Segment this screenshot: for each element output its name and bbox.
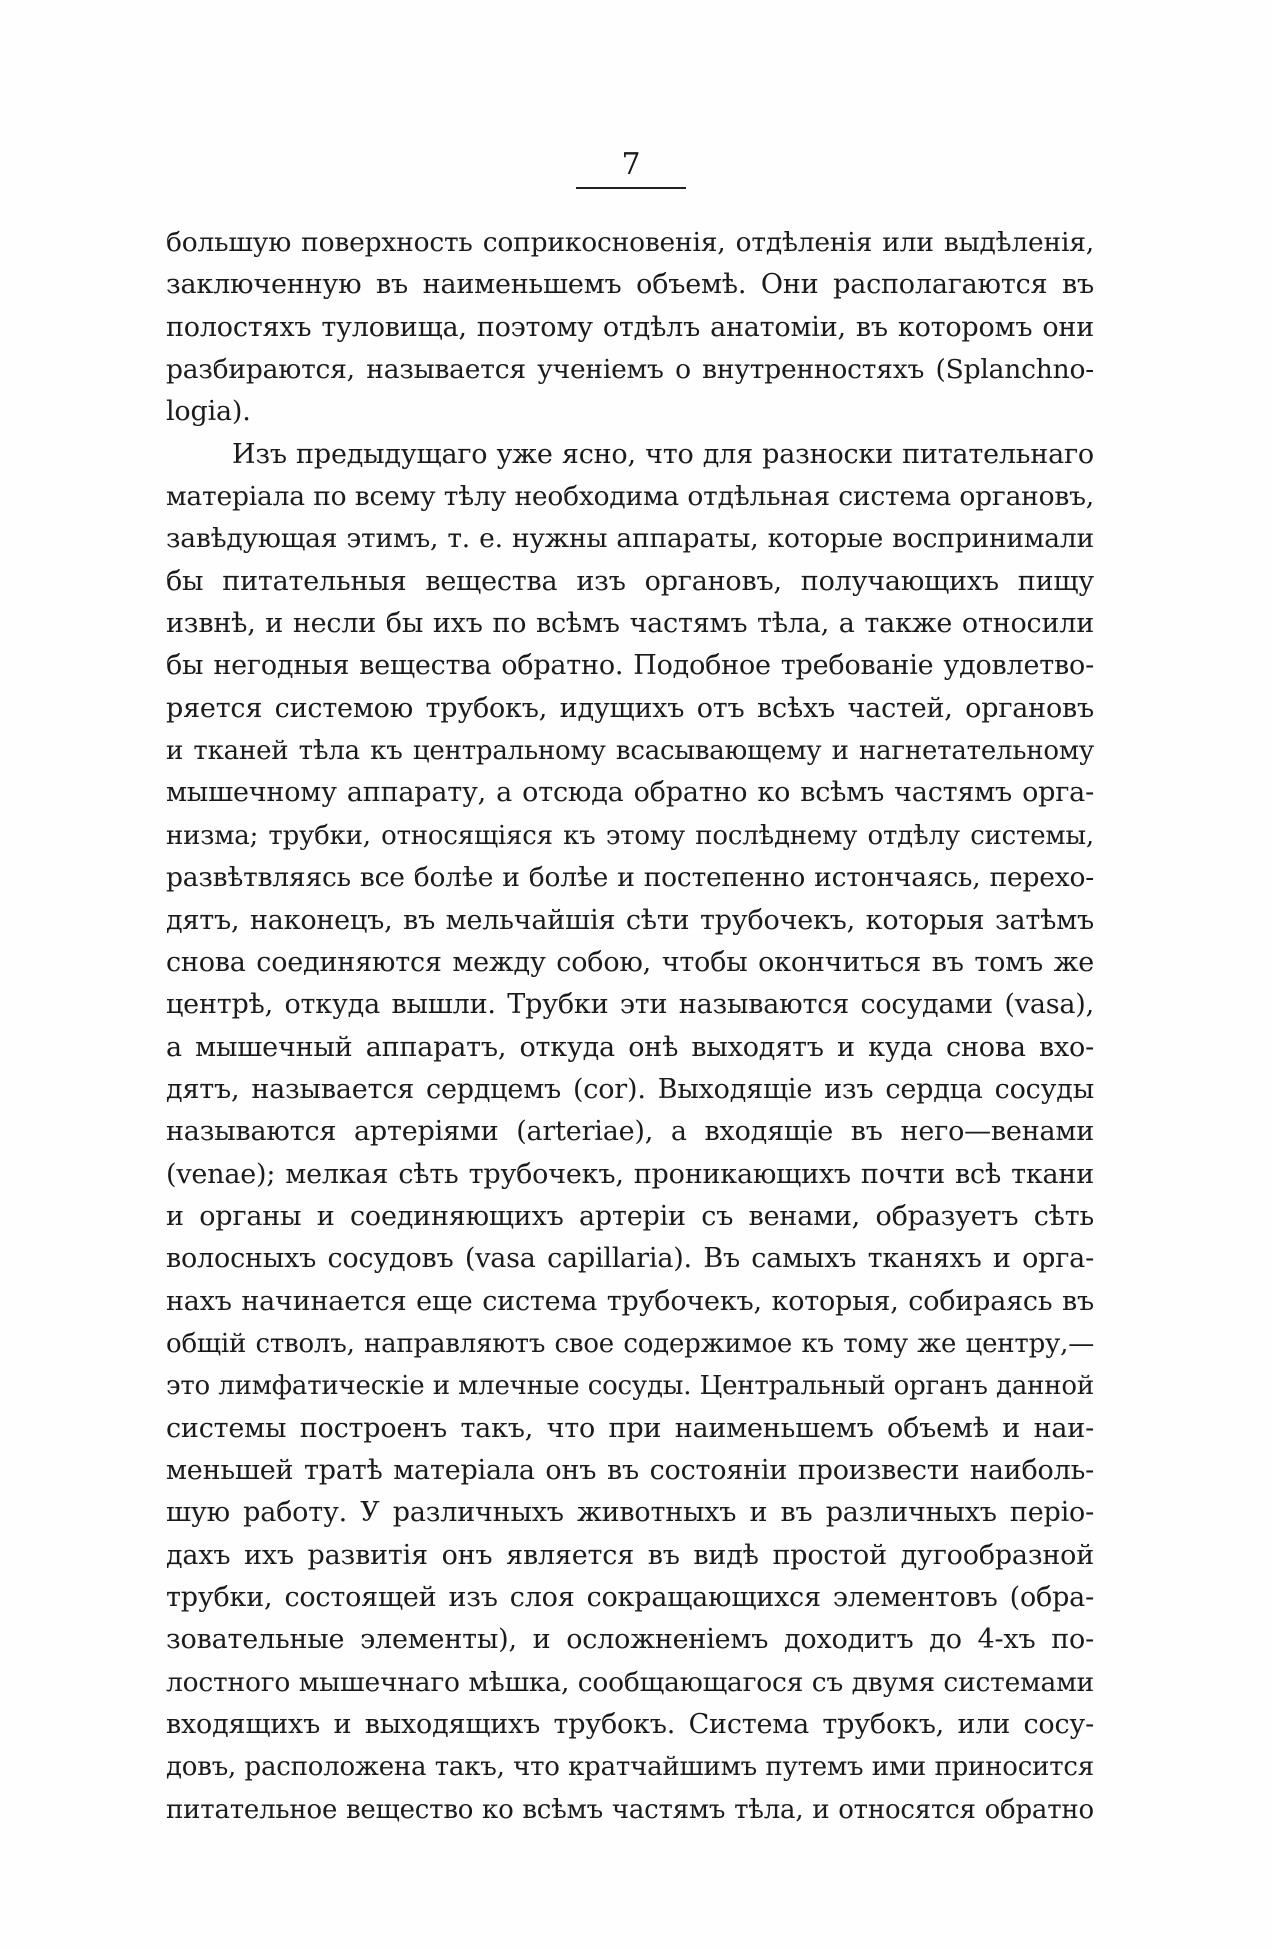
text-line: системы построенъ такъ, что при наименьшемъ объемѣ и наи- [166, 1412, 1094, 1444]
text-line: лостного мышечнаго мѣшка, сообщающагося съ двумя системами [166, 1666, 1094, 1698]
body-text [166, 222, 1094, 1831]
text-line: питательное вещество ко всѣмъ частямъ тѣла, и относятся обратно [166, 1794, 1094, 1825]
text-line: шую работу. У различныхъ животныхъ и въ различныхъ періо- [166, 1497, 1094, 1529]
text-line: разбираются, называется ученіемъ о внутренностяхъ (Splanchno- [166, 354, 1094, 386]
text-line: входящихъ и выходящихъ трубокъ. Система трубокъ, или сосу- [166, 1709, 1094, 1741]
text-line: волосныхъ сосудовъ (vasa capillaria). Въ самыхъ тканяхъ и орга- [166, 1243, 1094, 1275]
text-line: дятъ, наконецъ, въ мельчайшія сѣти трубочекъ, которыя затѣмъ [166, 904, 1094, 936]
page-number: 7 [621, 147, 641, 182]
text-line: дахъ ихъ развитія онъ является въ видѣ простой дугообразной [166, 1539, 1094, 1571]
text-line: бы питательныя вещества изъ органовъ, получающихъ пищу [166, 565, 1094, 597]
text-line: мышечному аппарату, а отсюда обратно ко всѣмъ частямъ орга- [166, 777, 1094, 809]
text-line: центрѣ, откуда вышли. Трубки эти называются сосудами (vasa), [166, 989, 1094, 1021]
text-line: бы негодныя вещества обратно. Подобное требованіе удовлетво- [166, 650, 1094, 682]
text-line: довъ, расположена такъ, что кратчайшимъ путемъ ими приносится [166, 1752, 1094, 1783]
text-line: logia). [166, 396, 251, 428]
text-line: ряется системою трубокъ, идущихъ отъ всѣхъ частей, органовъ [166, 692, 1094, 724]
text-line: заключенную въ наименьшемъ объемѣ. Они располагаются въ [166, 269, 1094, 301]
page-number-rule [576, 187, 686, 189]
text-line: матеріала по всему тѣлу необходима отдѣльная система органовъ, [166, 481, 1094, 513]
text-line: меньшей тратѣ матеріала онъ въ состояніи произвести наиболь- [166, 1454, 1094, 1486]
text-line: большую поверхность соприкосновенія, отдѣленія или выдѣленія, [166, 227, 1094, 258]
text-line: а мышечный аппаратъ, откуда онѣ выходятъ и куда снова вхо- [166, 1031, 1094, 1063]
text-line: (venae); мелкая сѣть трубочекъ, проникающихъ почти всѣ ткани [166, 1158, 1094, 1190]
text-line: снова соединяются между собою, чтобы окончиться въ томъ же [166, 946, 1094, 978]
text-line: завѣдующая этимъ, т. е. нужны аппараты, которые воспринимали [166, 523, 1094, 555]
text-line: извнѣ, и несли бы ихъ по всѣмъ частямъ тѣла, а также относили [166, 608, 1094, 640]
text-line: зовательные элементы), и осложненіемъ доходитъ до 4-хъ по- [166, 1624, 1094, 1656]
text-line: полостяхъ туловища, поэтому отдѣлъ анатоміи, въ которомъ они [166, 311, 1094, 343]
text-line: и органы и соединяющихъ артеріи съ венами, образуетъ сѣть [166, 1200, 1094, 1232]
text-line: низма; трубки, относящіяся къ этому послѣднему отдѣлу системы, [166, 820, 1094, 851]
paragraph-start-line: Изъ предыдущаго уже ясно, что для разноски питательнаго [232, 438, 1094, 470]
text-line: дятъ, называется сердцемъ (cor). Выходящіе изъ сердца сосуды [166, 1073, 1094, 1105]
text-line: нахъ начинается еще система трубочекъ, которыя, собираясь въ [166, 1285, 1094, 1317]
text-line: развѣтвляясь все болѣе и болѣе и постепенно истончаясь, перехо- [166, 862, 1094, 894]
text-line: трубки, состоящей изъ слоя сокращающихся элементовъ (обра- [166, 1582, 1094, 1613]
text-line: общій стволъ, направляютъ свое содержимое къ тому же центру,— [166, 1328, 1094, 1359]
text-line: и тканей тѣла къ центральному всасывающему и нагнетательному [166, 736, 1094, 767]
text-line: это лимфатическіе и млечные сосуды. Центральный органъ данной [166, 1371, 1094, 1402]
text-line: называются артеріями (arteriae), а входящіе въ него—венами [166, 1116, 1094, 1148]
